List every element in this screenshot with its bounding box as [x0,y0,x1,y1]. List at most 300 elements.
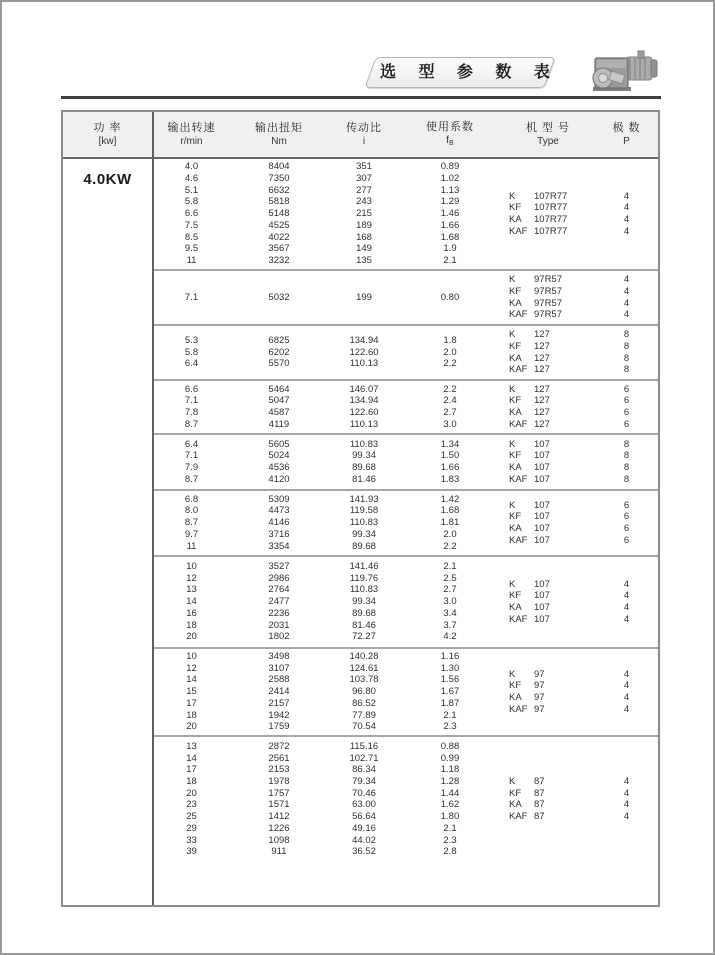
torque-value: 2477 [268,596,290,608]
type-prefix: KAF [509,473,528,485]
speed-value: 11 [186,254,197,266]
type-prefix: KA [509,462,522,473]
factor-value: 2.0 [443,528,457,540]
type-column [501,579,595,626]
ratio-value: 134.94 [349,395,379,407]
spec-block-inner [154,651,658,733]
torque-column [229,561,329,643]
factor-column [399,384,501,431]
type-model: 107R77 [534,190,568,202]
type-model: 107 [534,602,550,613]
poles-value: 4 [623,225,630,237]
table-body [63,159,658,905]
factor-value: 4.2 [443,631,457,643]
type-value [509,450,595,462]
type-model: 107 [534,590,550,602]
factor-value: 2.1 [443,822,457,834]
ratio-value: 89.68 [352,540,376,552]
speed-value: 5.1 [184,184,199,196]
poles-value: 4 [623,309,630,321]
torque-value: 1098 [268,834,290,846]
factor-column [399,494,501,552]
speed-value: 7.1 [184,450,199,462]
factor-value: 1.83 [440,473,460,485]
type-prefix: K [509,776,516,788]
type-prefix: KF [509,450,522,462]
factor-value: 0.99 [440,752,460,764]
torque-value: 5605 [268,438,290,450]
type-prefix: KF [509,590,522,602]
factor-value: 0.80 [440,291,460,303]
factor-value: 2.3 [443,834,457,846]
type-value [509,274,595,286]
type-model: 127 [534,383,550,395]
type-model: 127 [534,407,550,418]
type-column [501,669,595,716]
type-prefix: K [509,438,516,450]
speed-value: 20 [186,787,197,799]
speed-value: 13 [186,584,197,596]
poles-column [595,274,658,321]
speed-value: 6.8 [184,493,199,505]
speed-value: 8.0 [184,505,199,517]
ratio-value: 189 [356,219,372,231]
poles-value: 4 [623,692,630,703]
spec-block [154,433,658,489]
power-value: 4.0KW [83,171,132,188]
type-value [509,214,595,226]
type-model: 87 [534,799,545,811]
type-model: 107R77 [534,225,568,237]
spec-table [61,110,660,907]
speed-value: 8.7 [184,517,199,529]
header-cell-speed [154,112,229,157]
type-model: 87 [534,776,545,788]
type-model: 97R57 [534,309,562,321]
ratio-value: 81.46 [352,473,376,485]
factor-value: 2.5 [443,572,457,584]
ratio-value: 199 [356,291,372,303]
poles-value: 4 [623,202,630,214]
factor-value: 1.42 [440,493,460,505]
header-power-cn: 功 率 [93,122,122,134]
poles-column [595,776,658,823]
ratio-value: 86.34 [352,764,376,776]
poles-value: 6 [623,418,630,430]
torque-value: 2872 [268,741,290,752]
spec-block-inner [154,439,658,486]
poles-column [595,579,658,626]
ratio-value: 115.16 [349,741,379,752]
factor-value: 3.0 [443,418,457,430]
header-ratio-cn: 传动比 [346,122,382,134]
poles-value: 4 [623,787,630,799]
factor-value: 1.56 [440,674,460,686]
speed-value: 7.1 [184,395,199,407]
ratio-value: 110.83 [349,584,379,596]
factor-value: 1.18 [440,764,460,776]
ratio-value: 99.34 [352,528,376,540]
speed-value: 6.6 [184,208,199,220]
factor-value: 2.1 [443,254,457,266]
table-body-blocks [154,159,658,905]
speed-value: 6.6 [184,383,199,395]
ratio-value: 110.83 [349,438,379,450]
speed-value: 33 [186,834,197,846]
speed-value: 25 [186,811,197,823]
torque-value: 4022 [268,231,290,243]
type-value [509,353,595,365]
poles-value: 8 [623,450,630,462]
type-model: 127 [534,395,550,407]
type-value [509,364,595,376]
speed-value: 4.6 [184,173,199,185]
poles-value: 6 [623,383,630,395]
factor-column [399,335,501,370]
torque-value: 2588 [268,674,290,686]
ratio-value: 110.83 [349,517,379,529]
title-ribbon [364,57,559,88]
factor-column [399,561,501,643]
speed-column [154,384,229,431]
factor-column [399,651,501,733]
torque-value: 2986 [268,572,290,584]
torque-value: 4525 [268,219,290,231]
speed-value: 6.4 [184,358,199,370]
torque-value: 1942 [268,709,290,721]
ratio-value: 89.68 [352,607,376,619]
type-prefix: KAF [509,703,528,715]
header-type-unit: Type [537,136,559,147]
speed-column [154,651,229,733]
poles-column [595,439,658,486]
torque-column [229,161,329,266]
ratio-value: 81.46 [352,619,376,631]
factor-value: 1.34 [440,438,460,450]
type-value [509,523,595,535]
header-speed-unit: r/min [180,136,203,147]
ratio-value: 70.54 [352,721,376,733]
factor-value: 0.88 [440,741,460,752]
factor-value: 2.2 [443,358,457,370]
speed-value: 8.7 [184,473,199,485]
header-factor-unit: $f_B$ [446,134,454,147]
speed-value: 17 [186,764,197,776]
spec-block-inner [154,329,658,376]
factor-value: 1.80 [440,811,460,823]
header-cell-power [63,112,154,157]
type-value [509,341,595,353]
speed-value: 7.1 [184,291,199,303]
factor-value: 1.9 [443,243,457,255]
type-model: 107 [534,534,550,546]
type-value [509,692,595,704]
factor-column [399,161,501,266]
speed-value: 4.0 [184,161,199,173]
ratio-value: 49.16 [352,822,376,834]
type-prefix: KF [509,395,522,407]
header-power-unit: [kw] [98,136,117,147]
ratio-value: 149 [356,243,372,255]
type-value [509,286,595,298]
ratio-value: 277 [356,184,372,196]
spec-block [154,489,658,555]
speed-value: 10 [186,651,197,663]
factor-value: 1.87 [440,697,460,709]
type-value [509,202,595,214]
type-value [509,788,595,800]
power-cell [63,159,154,905]
speed-value: 10 [186,561,197,573]
type-column [501,500,595,547]
ratio-value: 243 [356,196,372,208]
poles-value: 4 [623,613,630,625]
torque-value: 3232 [268,254,290,266]
type-prefix: KA [509,523,522,534]
type-prefix: K [509,190,516,202]
torque-value: 2764 [268,584,290,596]
type-value [509,799,595,811]
speed-value: 7.8 [184,407,199,418]
ratio-value: 135 [356,254,372,266]
type-model: 107 [534,578,550,590]
speed-value: 8.7 [184,418,199,430]
type-prefix: K [509,274,516,286]
spec-block-inner [154,741,658,858]
type-prefix: KAF [509,811,528,823]
torque-column [229,384,329,431]
speed-value: 29 [186,822,197,834]
torque-value: 3498 [268,651,290,663]
ratio-value: 168 [356,231,372,243]
speed-value: 14 [186,752,197,764]
speed-value: 8.5 [184,231,199,243]
type-prefix: KAF [509,613,528,625]
speed-column [154,292,229,304]
factor-value: 1.28 [440,776,460,788]
type-value [509,776,595,788]
ratio-value: 96.80 [352,686,376,698]
type-prefix: K [509,668,516,680]
type-value [509,811,595,823]
poles-value: 4 [623,776,630,788]
speed-value: 12 [186,662,197,674]
speed-value: 18 [186,619,197,631]
type-value [509,384,595,396]
type-value [509,329,595,341]
torque-value: 3527 [268,561,290,573]
torque-value: 4146 [268,517,290,529]
header-torque-unit: Nm [271,136,287,147]
ratio-value: 70.46 [352,787,376,799]
header-cell-factor [399,112,501,157]
factor-value: 2.8 [443,846,457,858]
torque-value: 7350 [268,173,290,185]
ratio-value: 79.34 [352,776,376,788]
torque-column [229,292,329,304]
torque-value: 1571 [268,799,290,811]
type-model: 87 [534,787,545,799]
spec-block [154,735,658,905]
type-model: 97 [534,692,545,703]
torque-column [229,651,329,733]
type-value [509,602,595,614]
poles-value: 4 [623,590,630,602]
factor-value: 2.2 [443,540,457,552]
torque-value: 5047 [268,395,290,407]
torque-value: 5570 [268,358,290,370]
torque-value: 5309 [268,493,290,505]
factor-value: 1.67 [440,686,460,698]
factor-value: 3.4 [443,607,457,619]
type-model: 97 [534,703,545,715]
torque-value: 5024 [268,450,290,462]
speed-value: 23 [186,799,197,811]
speed-value: 17 [186,697,197,709]
type-prefix: KA [509,352,522,364]
factor-value: 1.81 [440,517,460,529]
factor-value: 2.1 [443,561,457,573]
speed-value: 39 [186,846,197,858]
torque-value: 1757 [268,787,290,799]
spec-block-inner [154,561,658,643]
speed-value: 20 [186,721,197,733]
torque-value: 3107 [268,662,290,674]
ratio-value: 119.76 [349,572,379,584]
speed-column [154,161,229,266]
torque-value: 6202 [268,346,290,358]
factor-value: 1.46 [440,208,460,220]
type-column [501,274,595,321]
spec-block-inner [154,384,658,431]
factor-value: 1.68 [440,505,460,517]
torque-value: 6825 [268,334,290,346]
type-model: 107 [534,523,550,534]
speed-value: 5.3 [184,334,199,346]
type-prefix: KAF [509,534,528,546]
poles-value: 8 [623,364,630,376]
factor-value: 2.3 [443,721,457,733]
torque-value: 1802 [268,631,290,643]
poles-column [595,500,658,547]
poles-value: 8 [623,462,630,473]
header-cell-poles [595,112,658,157]
header-type-cn: 机 型 号 [525,122,571,134]
poles-value: 8 [623,340,630,352]
torque-value: 4473 [268,505,290,517]
poles-value: 6 [623,523,630,534]
type-value [509,439,595,451]
spec-block-inner [154,494,658,552]
type-model: 107 [534,450,550,462]
factor-value: 1.66 [440,462,460,473]
ratio-column [329,292,399,304]
ratio-value: 140.28 [349,651,379,663]
ratio-value: 99.34 [352,596,376,608]
ratio-value: 351 [356,161,372,173]
factor-value: 2.0 [443,346,457,358]
type-value [509,226,595,238]
type-column [501,776,595,823]
poles-value: 4 [623,602,630,613]
ratio-value: 215 [356,208,372,220]
torque-column [229,741,329,858]
poles-value: 4 [623,297,630,309]
speed-column [154,439,229,486]
type-prefix: KF [509,787,522,799]
factor-value: 1.62 [440,799,460,811]
factor-value: 1.30 [440,662,460,674]
type-model: 97R57 [534,285,562,297]
speed-column [154,494,229,552]
type-value [509,614,595,626]
speed-value: 7.9 [184,462,199,473]
speed-value: 9.5 [184,243,199,255]
torque-value: 2157 [268,697,290,709]
type-value [509,298,595,310]
speed-value: 18 [186,776,197,788]
type-column [501,439,595,486]
type-prefix: KA [509,407,522,418]
type-prefix: KF [509,340,522,352]
torque-value: 4119 [268,418,290,430]
type-prefix: KF [509,680,522,692]
speed-value: 11 [186,540,197,552]
type-model: 107R77 [534,202,568,214]
factor-value: 1.02 [440,173,460,185]
ratio-column [329,335,399,370]
ratio-value: 110.13 [349,358,379,370]
torque-value: 5032 [268,291,290,303]
type-prefix: KA [509,692,522,703]
factor-column [399,292,501,304]
type-model: 127 [534,418,550,430]
type-value [509,462,595,474]
spec-block-inner [154,161,658,266]
ratio-value: 141.93 [349,493,379,505]
poles-value: 6 [623,395,630,407]
factor-value: 1.16 [440,651,460,663]
type-prefix: KAF [509,225,528,237]
type-model: 107 [534,613,550,625]
spec-block [154,555,658,647]
torque-value: 5464 [268,383,290,395]
type-prefix: K [509,578,516,590]
factor-value: 1.13 [440,184,460,196]
factor-value: 1.66 [440,219,460,231]
spec-block [154,159,658,269]
torque-value: 6632 [268,184,290,196]
torque-column [229,494,329,552]
speed-value: 5.8 [184,346,199,358]
torque-value: 2414 [268,686,290,698]
type-prefix: KAF [509,418,528,430]
torque-value: 3567 [268,243,290,255]
ratio-value: 86.52 [352,697,376,709]
type-value [509,309,595,321]
poles-column [595,384,658,431]
ratio-value: 77.89 [352,709,376,721]
spec-block [154,379,658,433]
poles-value: 4 [623,668,630,680]
poles-column [595,191,658,238]
header-poles-unit: P [623,136,630,147]
ratio-value: 99.34 [352,450,376,462]
torque-value: 1978 [268,776,290,788]
type-column [501,329,595,376]
torque-value: 2236 [268,607,290,619]
type-value [509,590,595,602]
